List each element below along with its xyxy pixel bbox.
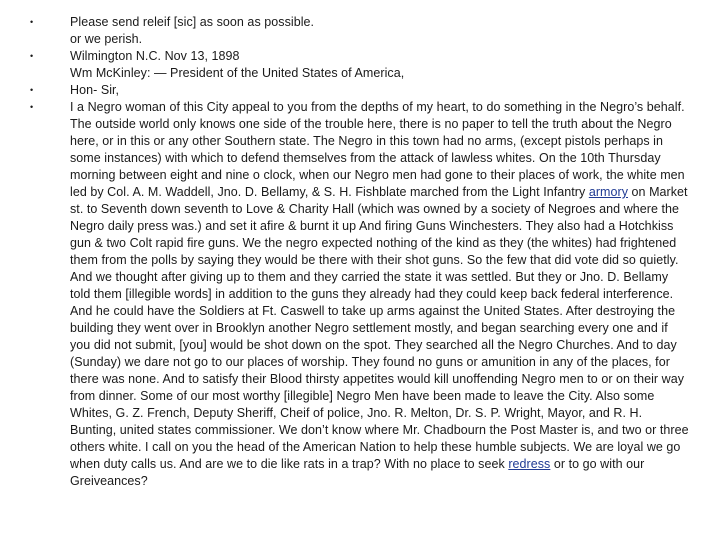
- bullet-item-letter-body: [30, 99, 690, 490]
- armory-link[interactable]: armory: [588, 185, 629, 199]
- letter-body-paragraph: [70, 100, 689, 488]
- letter-body-part-3: or to go with our Greiveances?: [70, 457, 645, 488]
- bullet-item-postscript: [30, 14, 690, 48]
- letter-body-part-1: I a Negro woman of this City appeal to you from the depths of my heart, to do something in the Negro’s behalf. The outside world only knows one side of the trouble here, there is no paper to tell the truth about the Negro here, or in this or any other Southern state. The Negro in this town had no arms, (except pistols perhaps in some instances) with which to defend themselves from the attack of lawless whites. On the 10th Thursday morning between eight and nine o clock, when our Negro men had gone to their places of work, the white men led by Col. A. M. Waddell, Jno. D. Bellamy, & S. H. Fishblate marched from the Light Infantry: [70, 100, 685, 199]
- letter-header-text: Wilmington N.C. Nov 13, 1898 Wm McKinley: — President of the United States of America,: [70, 49, 405, 80]
- bullet-icon: •: [30, 102, 34, 112]
- letter-bullet-list: [30, 14, 690, 490]
- bullet-icon: •: [30, 51, 34, 61]
- bullet-icon: •: [30, 17, 34, 27]
- bullet-icon: •: [30, 85, 34, 95]
- redress-link[interactable]: redress: [508, 457, 551, 471]
- salutation-text: Hon- Sir,: [70, 83, 120, 97]
- bullet-item-header: [30, 48, 690, 82]
- letter-body-part-2: on Market st. to Seventh down seventh to Love & Charity Hall (which was owned by a society of Negroes and where the Negro daily press was.) and set it afire & burnt it up And firing Guns Winchesters. They also had a Hotchkiss gun & two Colt rapid fire guns. We the negro expected nothing of the kind as they (the whites) had frightened them from the polls by saying they would be there with their shot guns. So the few that did vote did so quietly. And we thought after giving up to them and they carried the state it was settled. But they or Jno. D. Bellamy told them [illegible words] in addition to the guns they already had they could keep back federal interference. And he could have the Soldiers at Ft. Caswell to take up arms against the United States. After destroying the building they went over in Brooklyn another Negro settlement mostly, and began searching every one and if you did not submit, [you] would be shot down on the spot. They searched all the Negro Churches. And to day (Sunday) we dare not go to our places of worship. They found no guns or amunition in any of the places, for there was none. And to satisfy their Blood thirsty appetites would kill unoffending Negro men to or on their way from dinner. Some of our most worthy [illegible] Negro Men have been made to leave the City. Also some Whites, G. Z. French, Deputy Sheriff, Cheif of police, Jno. R. Melton, Dr. S. P. Wright, Mayor, and R. H. Bunting, united states commissioner. We don’t know where Mr. Chadbourn the Post Master is, and two or three others white. I call on you the head of the American Nation to help these humble subjects. We are loyal we go when duty calls us. And are we to die like rats in a trap? With no place to seek: [70, 185, 689, 471]
- postscript-text: Please send releif [sic] as soon as possible. or we perish.: [70, 15, 315, 46]
- bullet-item-salutation: [30, 82, 690, 99]
